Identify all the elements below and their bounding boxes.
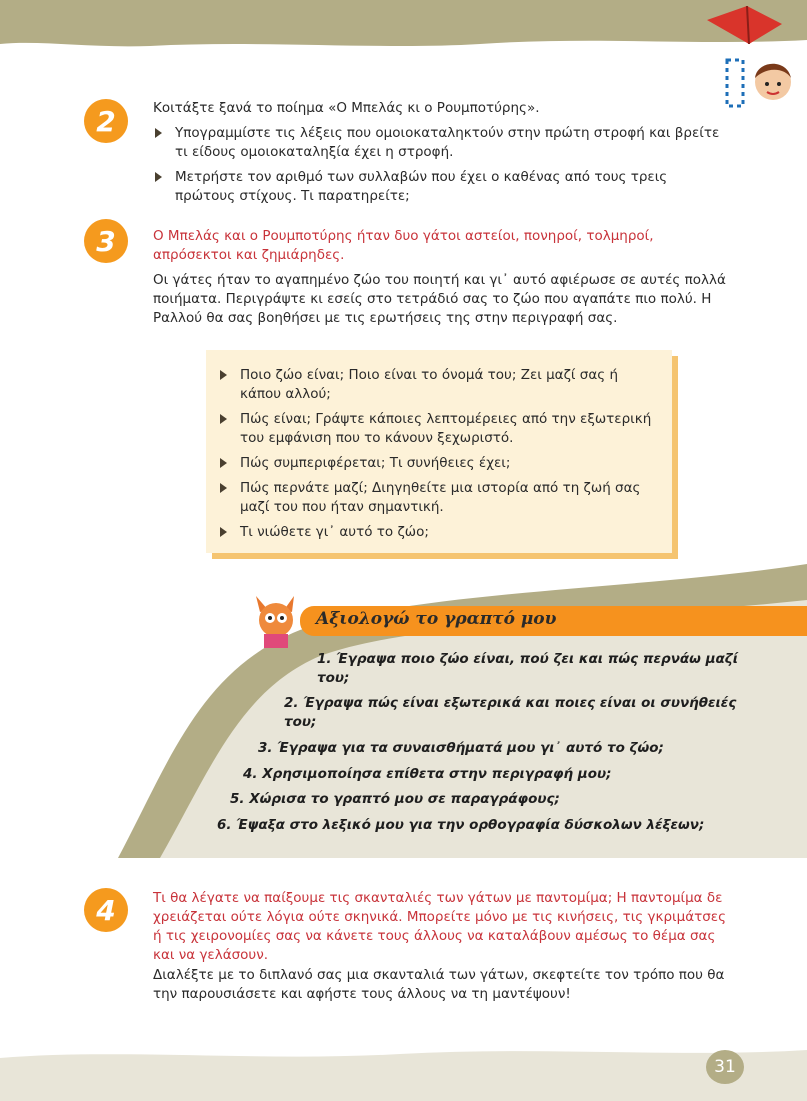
evaluation-item-2: 2. Έγραψα πώς είναι εξωτερικά και ποιες είναι οι συνήθειές του; [284, 695, 737, 730]
section-number-4-text: 4 [96, 893, 116, 927]
list-item: Ποιο ζώο είναι; Ποιο είναι το όνομά του; Ζει μαζί σας ή κάπου αλλού; [218, 366, 658, 404]
bullet-triangle-icon [220, 527, 227, 537]
section-2-intro: Κοιτάξτε ξανά το ποίημα «Ο Μπελάς κι ο Ρουμποτύρης». [153, 100, 540, 116]
section-number-3 [84, 219, 128, 263]
section-2-bullets [153, 124, 726, 212]
section-number-4 [84, 888, 128, 932]
list-item: Πώς συμπεριφέρεται; Τι συνήθειες έχει; [218, 454, 658, 473]
evaluation-title: Αξιολογώ το γραπτό μου [316, 609, 557, 629]
list-item: Υπογραμμίστε τις λέξεις που ομοιοκαταληκτούν στην πρώτη στροφή και βρείτε τι είδους ομοιοκαταληξία έχει η στροφή. [153, 124, 726, 162]
evaluation-item-3: 3. Έγραψα για τα συναισθήματά μου γι᾽ αυτό το ζώο; [258, 740, 664, 756]
bullet-triangle-icon [220, 483, 227, 493]
evaluation-item-6: 6. Έψαξα στο λεξικό μου για την ορθογραφία δύσκολων λέξεων; [217, 817, 705, 833]
list-item: Πώς περνάτε μαζί; Διηγηθείτε μια ιστορία από τη ζωή σας μαζί του που ήταν σημαντική. [218, 479, 658, 517]
page-number-text: 31 [714, 1057, 736, 1077]
section-4-red-text: Τι θα λέγατε να παίξουμε τις σκανταλιές των γάτων με παντομίμα; Η παντομίμα δε χρειάζεται ούτε λόγια ούτε σκηνικά. Μπορείτε μόνο με τις κινήσεις, τις γκριμάτσες ή τις χειρονομίες σας να κάνετε τους άλλους να καταλάβουν αμέσως το θέμα σας και να γελάσουν. [153, 890, 726, 963]
section-3-red-intro: Ο Μπελάς και ο Ρουμποτύρης ήταν δυο γάτοι αστείοι, πονηροί, τολμηροί, απρόσεκτοι και ζημιάρηδες. [153, 228, 654, 263]
list-item: Πώς είναι; Γράψτε κάποιες λεπτομέρειες από την εξωτερική του εμφάνιση που το κάνουν ξεχωριστό. [218, 410, 658, 448]
page-number [706, 1050, 744, 1084]
evaluation-item-1: 1. Έγραψα ποιο ζώο είναι, πού ζει και πώς περνάω μαζί του; [317, 651, 739, 686]
section-number-2-text: 2 [96, 104, 116, 138]
bullet-triangle-icon [220, 370, 227, 380]
bullet-triangle-icon [220, 458, 227, 468]
bullet-triangle-icon [155, 172, 162, 182]
evaluation-item-4: 4. Χρησιμοποίησα επίθετα στην περιγραφή μου; [243, 766, 612, 782]
bullet-triangle-icon [220, 414, 227, 424]
bottom-paper-band [0, 1036, 807, 1101]
bullet-triangle-icon [155, 128, 162, 138]
section-4-text: Διαλέξτε με το διπλανό σας μια σκανταλιά των γάτων, σκεφτείτε τον τρόπο που θα την παρουσιάσετε και αφήστε τους άλλους να τη μαντέψουν! [153, 967, 725, 1002]
section-3-text: Οι γάτες ήταν το αγαπημένο ζώο του ποιητή και γι᾽ αυτό αφιέρωσε σε αυτές πολλά ποιήματα. Περιγράψτε κι εσείς στο τετράδιό σας το ζώο που αγαπάτε πιο πολύ. Η Ραλλού θα σας βοηθήσει με τις ερωτήσεις της στην περιγραφή σας. [153, 272, 726, 326]
fox-character-icon [248, 590, 306, 650]
list-item: Μετρήστε τον αριθμό των συλλαβών που έχει ο καθένας από τους τρεις πρώτους στίχους. Τι παρατηρείτε; [153, 168, 726, 206]
list-item: Τι νιώθετε γι᾽ αυτό το ζώο; [218, 523, 658, 542]
evaluation-item-5: 5. Χώρισα το γραπτό μου σε παραγράφους; [230, 791, 560, 807]
questions-list [218, 366, 658, 548]
top-paper-band [0, 0, 807, 52]
section-number-3-text: 3 [96, 224, 116, 258]
section-number-2 [84, 99, 128, 143]
questions-note-box [206, 350, 672, 553]
